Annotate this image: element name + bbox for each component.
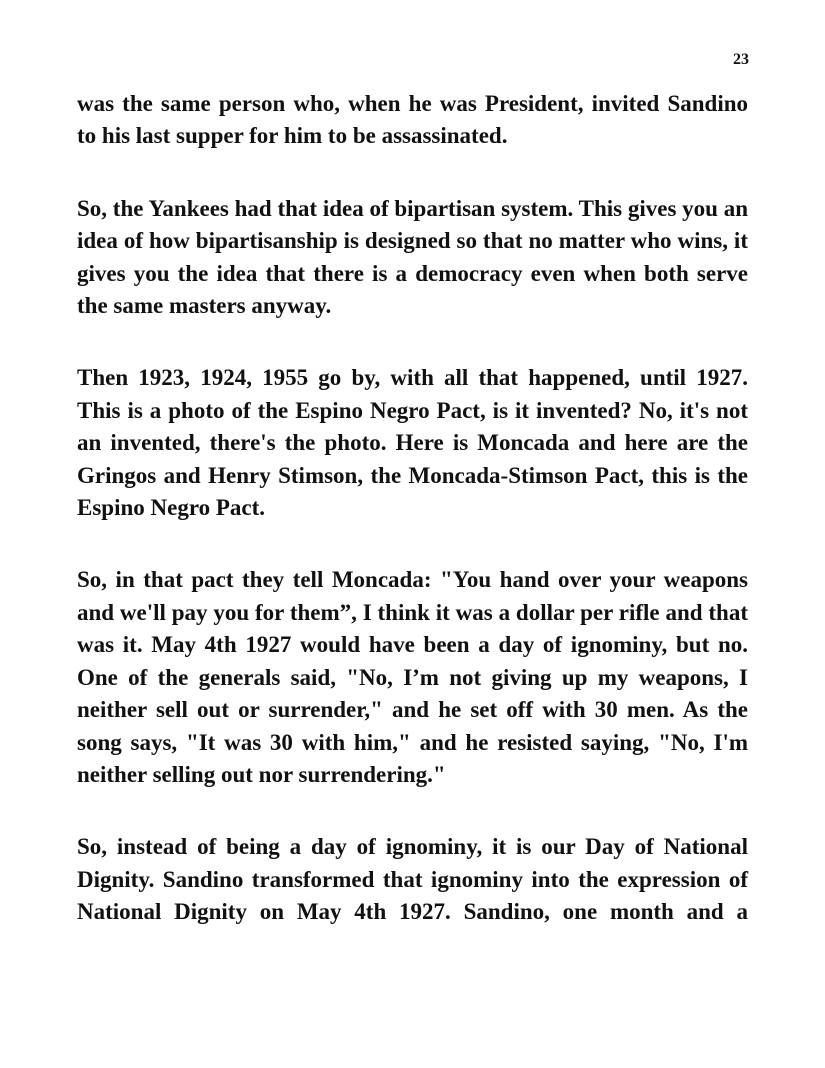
paragraph-2: So, the Yankees had that idea of bipartisan system. This gives you an idea of how bipartisanship is designed so that no matter who wins, it gives you the idea that there is a democracy even when both serve the same masters anyway. bbox=[77, 195, 748, 319]
paragraph-5: So, instead of being a day of ignominy, it is our Day of National Dignity. Sandino transformed that ignominy into the expression of National Dignity on May 4th 1927. Sandino, one month and a bbox=[77, 834, 748, 925]
page-body bbox=[77, 88, 748, 929]
paragraph-4: So, in that pact they tell Moncada: "You hand over your weapons and we'll pay you for them”, I think it was a dollar per rifle and that was it. May 4th 1927 would have been a day of ignominy, but no. One of the generals said, "No, I’m not giving up my weapons, I neither sell out or surrender," and he set off with 30 men. As the song says, "It was 30 with him," and he resisted saying, "No, I'm neither selling out nor surrendering." bbox=[77, 567, 748, 787]
page-number: 23 bbox=[733, 51, 749, 68]
paragraph-1: was the same person who, when he was President, invited Sandino to his last supper for him to be assassinated. bbox=[77, 91, 748, 149]
paragraph-3: Then 1923, 1924, 1955 go by, with all that happened, until 1927. This is a photo of the Espino Negro Pact, is it invented? No, it's not an invented, there's the photo. Here is Moncada and here are the Gringos and Henry Stimson, the Moncada-Stimson Pact, this is the Espino Negro Pact. bbox=[77, 365, 748, 521]
